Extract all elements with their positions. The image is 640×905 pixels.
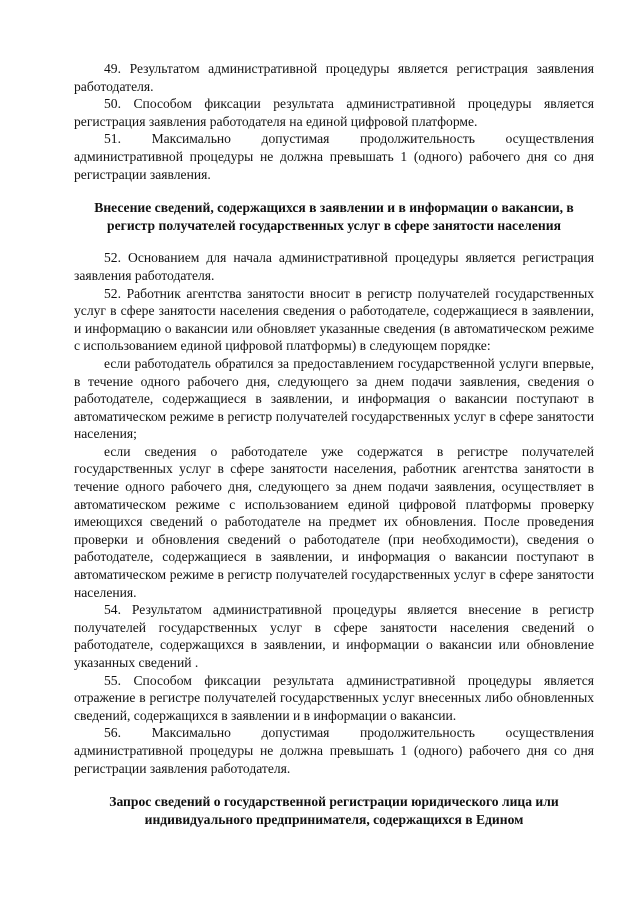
section-heading-request: Запрос сведений о государственной регистрации юридического лица или индивидуального предпринимателя, содержащихся в Едином xyxy=(109,794,559,827)
paragraph-first-time: если работодатель обратился за предоставлением государственной услуги впервые, в течение одного рабочего дня, следующего за днем подачи заявления, сведения о работодателе, содержащиеся в заявлении, и информация о вакансии поступают в автоматическом режиме в регистр получателей государственных услуг в сфере занятости населения; xyxy=(74,355,594,442)
paragraph-existing-data: если сведения о работодателе уже содержатся в регистре получателей государственных услуг в сфере занятости населения, работник агентства занятости в течение одного рабочего дня, следующего за днем подачи заявления, осуществляет в автоматическом режиме с использованием единой цифровой платформы проверку имеющихся сведений о работодателе на предмет их обновления. После проведения проверки и обновления сведений о работодателе (при необходимости), сведения о работодателе, содержащиеся в заявлении, и информация о вакансии поступают в автоматическом режиме в регистр получателей государственных услуг в сфере занятости населения. xyxy=(74,443,594,600)
section-heading-registry: Внесение сведений, содержащихся в заявлении и в информации о вакансии, в регистр получателей государственных услуг в сфере занятости населения xyxy=(94,200,574,233)
paragraph-56: 56. Максимально допустимая продолжительность осуществления административной процедуры не должна превышать 1 (одного) рабочего дня со дня регистрации заявления работодателя. xyxy=(74,725,594,776)
paragraph-51: 51. Максимально допустимая продолжительность осуществления административной процедуры не должна превышать 1 (одного) рабочего дня со дня регистрации заявления. xyxy=(74,131,594,182)
paragraph-55: 55. Способом фиксации результата административной процедуры является отражение в регистре получателей государственных услуг внесенных либо обновленных сведений, содержащихся в заявлении и в информации о вакансии. xyxy=(74,672,594,723)
paragraph-52-basis: 52. Основанием для начала административной процедуры является регистрация заявления работодателя. xyxy=(74,250,594,283)
paragraph-52-procedure: 52. Работник агентства занятости вносит в регистр получателей государственных услуг в сфере занятости населения сведения о работодателе, содержащиеся в заявлении, и информацию о вакансии или обновляет указанные сведения (в автоматическом режиме с использованием единой цифровой платформы) в следующем порядке: xyxy=(74,285,594,354)
paragraph-50: 50. Способом фиксации результата административной процедуры является регистрация заявления работодателя на единой цифровой платформе. xyxy=(74,96,594,129)
document-page xyxy=(74,60,594,828)
paragraph-49: 49. Результатом административной процедуры является регистрация заявления работодателя. xyxy=(74,61,594,94)
paragraph-54: 54. Результатом административной процедуры является внесение в регистр получателей государственных услуг в сфере занятости населения сведений о работодателе, содержащихся в заявлении, и информации о вакансии или обновление указанных сведений . xyxy=(74,602,594,670)
